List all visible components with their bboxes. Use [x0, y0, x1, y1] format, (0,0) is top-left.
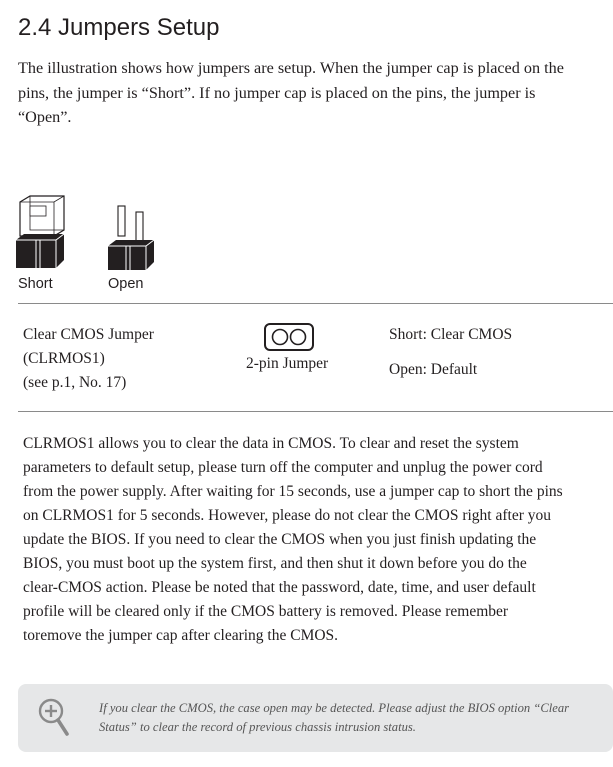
jumper-name-line3: (see p.1, No. 17)	[23, 374, 127, 391]
note-text: If you clear the CMOS, the case open may be detected. Please adjust the BIOS option “Clear Status” to clear the record of previous chassis intrusion status.	[99, 701, 570, 734]
setting-short: Short: Clear CMOS	[389, 326, 513, 343]
description-paragraph: CLRMOS1 allows you to clear the data in CMOS. To clear and reset the system parameters to default setup, please turn off the computer and unplug the power cord from the power supply. After waiting for 15 seconds, use a jumper cap to short the pins on CLRMOS1 for 5 seconds. However, please do not clear the CMOS right after you update the BIOS. If you need to clear the CMOS when you just finish updating the BIOS, you must boot up the system first, and then shut it down before you do the clear-CMOS action. Please be noted that the password, date, time, and user default profile will be cleared only if the CMOS battery is removed. Please remember toremove the jumper cap after clearing the CMOS.	[23, 435, 563, 644]
setting-open: Open: Default	[389, 361, 478, 378]
intro-paragraph: The illustration shows how jumpers are setup. When the jumper cap is placed on the pins, the jumper is “Short”. If no jumper cap is placed on the pins, the jumper is “Open”.	[18, 59, 564, 126]
table-top-divider	[18, 303, 613, 304]
jumper-name-line1: Clear CMOS Jumper	[23, 326, 154, 343]
jumper-diagram	[14, 192, 174, 282]
section-title: 2.4 Jumpers Setup	[18, 14, 220, 41]
table-bottom-divider	[18, 411, 613, 412]
open-jumper-graphic	[108, 206, 154, 270]
note-box	[18, 684, 613, 752]
magnifier-plus-icon	[38, 698, 70, 738]
jumper-type: 2-pin Jumper	[246, 355, 329, 372]
short-label: Short	[18, 276, 53, 292]
two-pin-jumper-icon	[264, 323, 314, 351]
jumper-name-line2: (CLRMOS1)	[23, 350, 105, 367]
open-label: Open	[108, 276, 144, 292]
short-jumper-graphic	[16, 196, 64, 268]
